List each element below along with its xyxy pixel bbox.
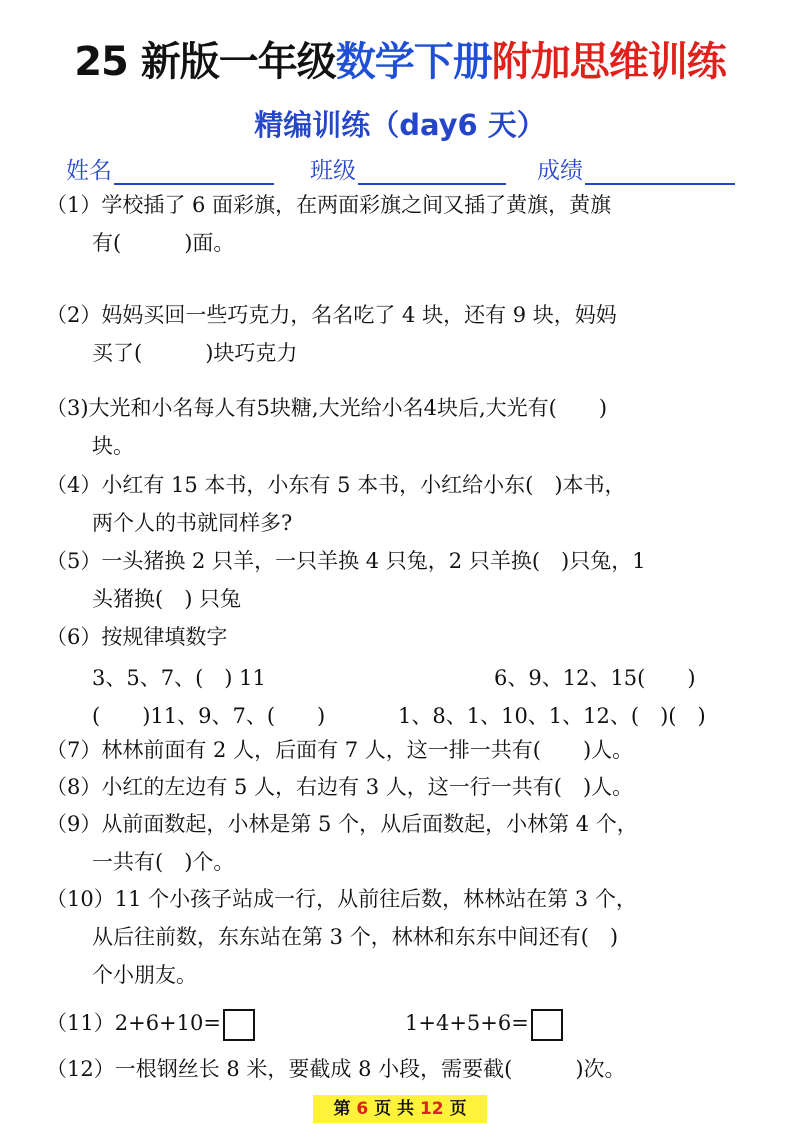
- answer-box-1[interactable]: [223, 1009, 255, 1041]
- page-number: [313, 1095, 487, 1123]
- question-4: [46, 466, 626, 542]
- question-8: [46, 768, 633, 806]
- class-field: [310, 152, 506, 185]
- question-2: [46, 296, 617, 372]
- question-8-text: （8）小红的左边有 5 人，右边有 3 人，这一行一共有( )人。: [46, 775, 634, 799]
- question-6: [46, 618, 227, 656]
- class-blank: [358, 161, 506, 185]
- name-field: [66, 152, 274, 185]
- question-2-line-1: （2）妈妈买回一些巧克力，名名吃了 4 块，还有 9 块，妈妈: [46, 303, 617, 327]
- page-title: [0, 30, 800, 87]
- question-9: [46, 805, 638, 881]
- question-11-expression-1: 2+6+10=: [114, 1011, 221, 1035]
- title-training: 附加思维训练: [491, 39, 726, 85]
- question-1: [46, 186, 611, 262]
- total-pages: 12: [419, 1099, 444, 1119]
- question-11: [46, 1004, 255, 1042]
- class-label: 班级: [310, 158, 356, 184]
- question-5-line-2: 头猪换( ) 只兔: [92, 587, 242, 611]
- question-6-sequence-2: 6、9、12、15( ): [494, 666, 696, 690]
- title-grade: 25 新版一年级: [74, 39, 336, 85]
- question-10: [46, 880, 637, 994]
- footer-suffix: 页: [449, 1099, 467, 1119]
- question-7: [46, 731, 633, 769]
- question-6-sequence-3: ( )11、9、7、( ): [92, 704, 326, 728]
- question-4-line-2: 两个人的书就同样多?: [92, 511, 293, 535]
- page-subtitle: 精编训练（day6 天）: [254, 108, 546, 142]
- question-11-label: （11）: [46, 1011, 115, 1035]
- score-label: 成绩: [537, 158, 583, 184]
- title-subject: 数学下册: [335, 39, 492, 85]
- question-9-line-1: （9）从前面数起，小林是第 5 个，从后面数起，小林第 4 个，: [46, 812, 638, 836]
- question-2-line-2: 买了( )块巧克力: [92, 341, 298, 365]
- question-12-text: （12）一根钢丝长 8 米，要截成 8 小段，需要截( )次。: [46, 1057, 626, 1081]
- question-10-line-3: 个小朋友。: [92, 963, 197, 987]
- question-3: [46, 389, 607, 465]
- question-3-line-2: 块。: [92, 434, 134, 458]
- question-6-sequence-1: 3、5、7、( ) 11: [92, 666, 266, 690]
- question-12: [46, 1050, 626, 1088]
- question-10-line-2: 从后往前数，东东站在第 3 个，林林和东东中间还有( ): [92, 925, 619, 949]
- name-label: 姓名: [66, 158, 112, 184]
- current-page: 6: [356, 1099, 369, 1119]
- footer-middle: 页 共: [374, 1099, 415, 1119]
- question-5: [46, 542, 646, 618]
- footer-prefix: 第: [333, 1099, 351, 1119]
- question-11-expression-2: 1+4+5+6=: [405, 1011, 529, 1035]
- question-10-line-1: （10）11 个小孩子站成一行，从前往后数，林林站在第 3 个，: [46, 887, 637, 911]
- question-3-line-1: （3)大光和小名每人有5块糖,大光给小名4块后,大光有( ): [46, 396, 608, 420]
- question-4-line-1: （4）小红有 15 本书，小东有 5 本书，小红给小东( )本书，: [46, 473, 626, 497]
- question-6-sequence-4: 1、8、1、10、1、12、( )( ): [398, 704, 706, 728]
- question-9-line-2: 一共有( )个。: [92, 850, 235, 874]
- question-6-line-1: （6）按规律填数字: [46, 625, 228, 649]
- score-field: [537, 152, 735, 185]
- question-1-line-2: 有( )面。: [92, 231, 235, 255]
- question-7-text: （7）林林前面有 2 人，后面有 7 人，这一排一共有( )人。: [46, 738, 634, 762]
- answer-box-2[interactable]: [531, 1009, 563, 1041]
- name-blank: [114, 161, 274, 185]
- question-1-line-1: （1）学校插了 6 面彩旗，在两面彩旗之间又插了黄旗，黄旗: [46, 193, 612, 217]
- question-11-part-2: [405, 1004, 563, 1042]
- score-blank: [585, 161, 735, 185]
- question-5-line-1: （5）一头猪换 2 只羊，一只羊换 4 只兔，2 只羊换( )只兔，1: [46, 549, 646, 573]
